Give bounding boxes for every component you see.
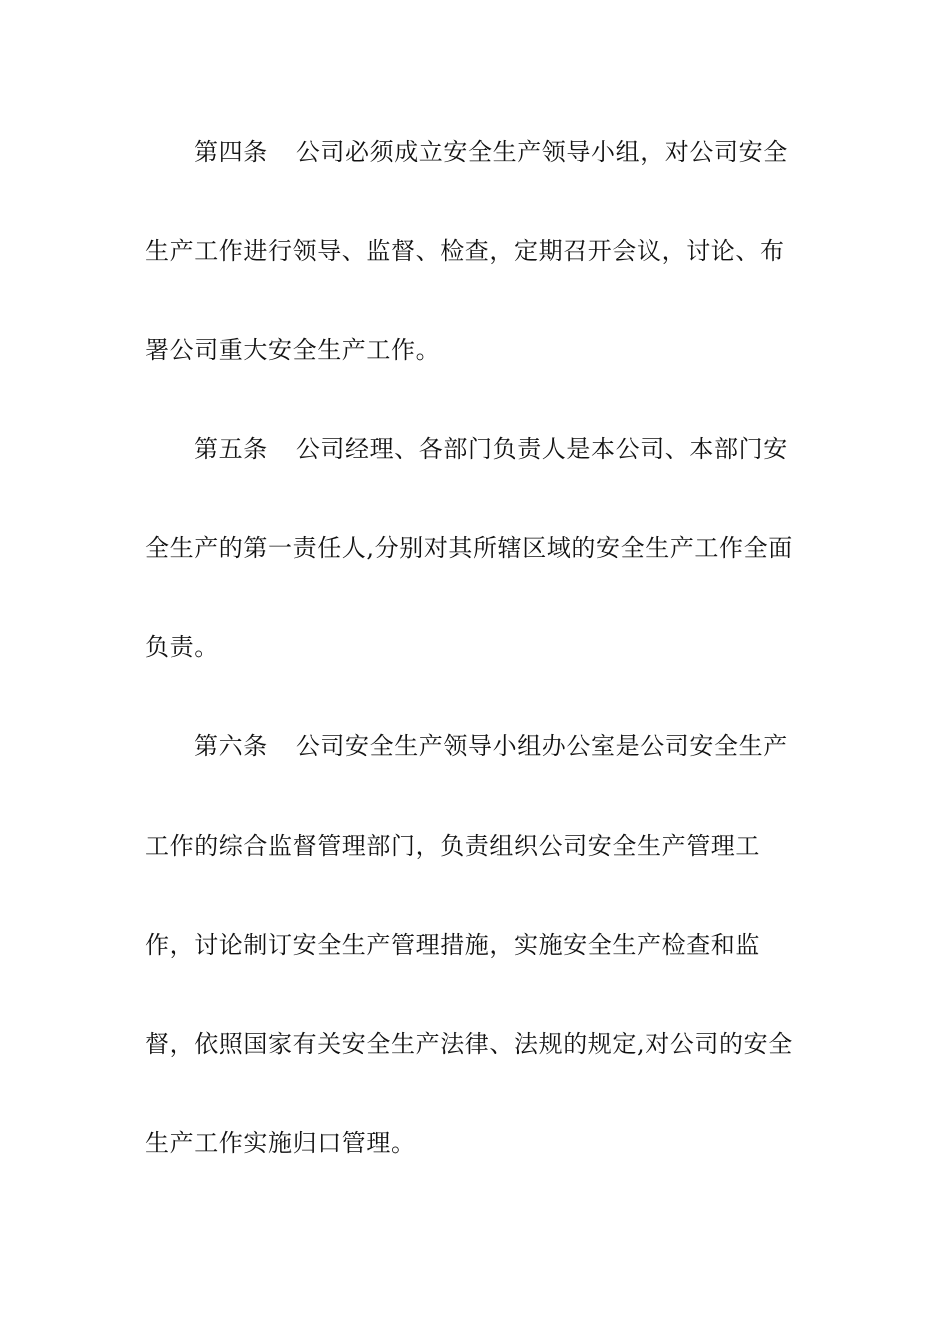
article-5-number: 第五条 (194, 435, 268, 463)
article-5-text-1: 公司经理、各部门负责人是本公司、本部门安 (295, 435, 788, 463)
article-4-number: 第四条 (194, 138, 268, 166)
article-6-line-3: 作，讨论制订安全生产管理措施，实施安全生产检查和监 (145, 931, 760, 959)
article-4-line-1 (194, 132, 894, 172)
article-6-line-2: 工作的综合监督管理部门，负责组织公司安全生产管理工 (145, 832, 760, 860)
article-5-line-3: 负责。 (145, 633, 219, 661)
article-6-line-4: 督，依照国家有关安全生产法律、法规的规定,对公司的安全 (145, 1030, 793, 1058)
article-4-line-3: 署公司重大安全生产工作。 (145, 336, 441, 364)
article-6-line-5: 生产工作实施归口管理。 (145, 1129, 416, 1157)
article-5-line-1 (194, 429, 894, 469)
article-6-text-1: 公司安全生产领导小组办公室是公司安全生产 (295, 732, 788, 760)
article-6-number: 第六条 (194, 732, 268, 760)
article-5-line-2: 全生产的第一责任人,分别对其所辖区域的安全生产工作全面 (145, 534, 793, 562)
article-4-text-1: 公司必须成立安全生产领导小组，对公司安全 (295, 138, 788, 166)
article-6-line-1 (194, 726, 894, 766)
article-4-line-2: 生产工作进行领导、监督、检查，定期召开会议，讨论、布 (145, 237, 785, 265)
